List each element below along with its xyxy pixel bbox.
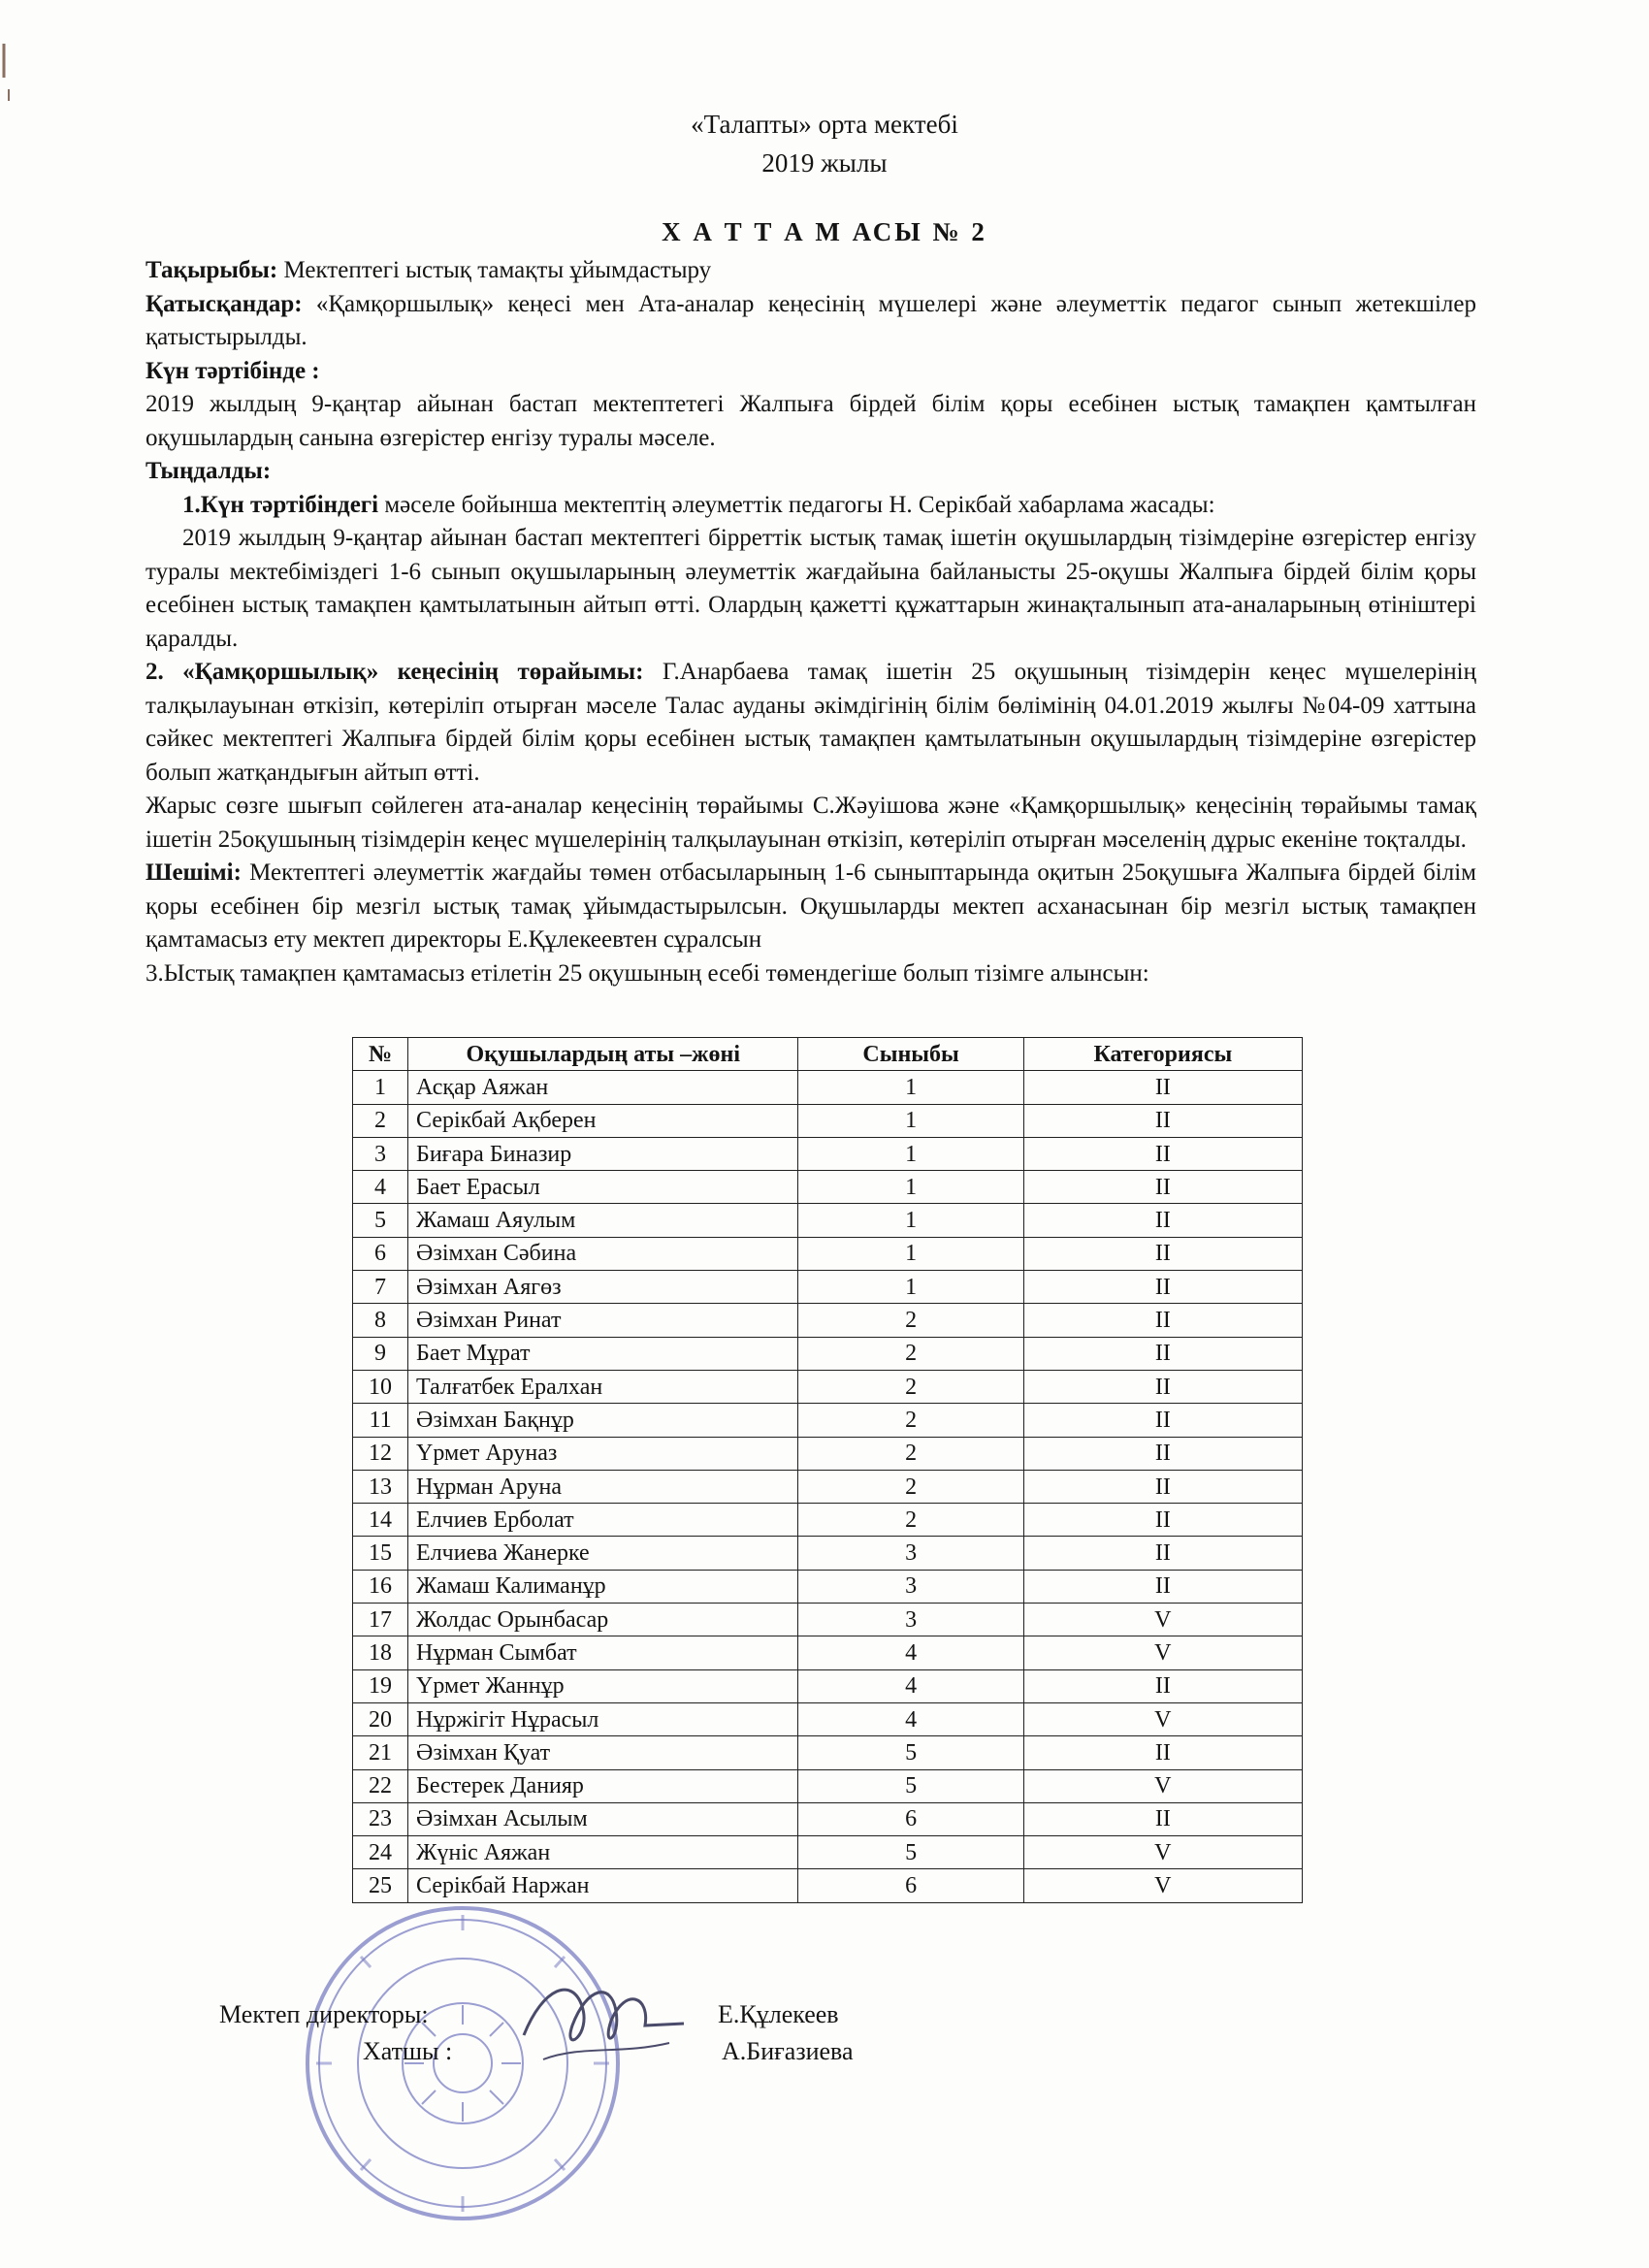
row-number: 2: [353, 1104, 408, 1137]
student-grade: 1: [798, 1071, 1023, 1104]
row-number: 20: [353, 1702, 408, 1735]
item1-label: 1.Күн тәртібіндегі: [182, 491, 379, 518]
student-name: Жолдас Орынбасар: [408, 1604, 798, 1636]
student-name: Серікбай Ақберен: [408, 1104, 798, 1137]
table-row: [353, 1669, 1303, 1702]
director-name: Е.Құлекеев: [718, 2000, 839, 2028]
row-number: 9: [353, 1337, 408, 1370]
debate-paragraph: Жарыс сөзге шығып сөйлеген ата-аналар кеңесінің төрайымы С.Жәуішова және «Қамқоршылық» кеңесінің төрайымы тамақ ішетін 25оқушының тізімдерін кеңес мүшелерінің талқылауынан өткізіп, көтеріліп отырған мәселенің дұрыс екеніне тоқталды.: [146, 793, 1476, 853]
topic-text: Мектептегі ыстық тамақты ұйымдастыру: [277, 257, 712, 283]
item1-line: [146, 489, 1476, 523]
item2-text: Г.Анарбаева тамақ ішетін 25 оқушының тізімдерін кеңес мүшелерінің талқылауынан өткізіп, көтеріліп отырған мәселе Талас ауданы әкімдігінің білім бөлімінің 04.01.2019 жылғы №04-09 хаттына сәйкес мектептегі Жалпыға бірдей білім қоры есебінен ыстық тамақпен қамтылатынын оқушылардың тізімдеріне өзгерістер болып жатқандығын айтып өтті.: [146, 659, 1477, 786]
student-category: II: [1023, 1304, 1302, 1337]
row-number: 15: [353, 1537, 408, 1570]
column-header-grade: Сыныбы: [798, 1038, 1023, 1071]
item1-paragraph: 2019 жылдың 9-қаңтар айынан бастап мектептегі бірреттік ыстық тамақ ішетін оқушылардың тізімдеріне өзгерістер енгізу туралы мектебіміздегі 1-6 сынып оқушыларының әлеуметтік жағдайына байланысты 25-оқушы Жалпыға бірдей білім қоры есебінен ыстық тамақпен қамтылатынын айтып өтті. Олардың қажетті құжаттарын жинақталынып ата-аналарының өтініштері қаралды.: [146, 525, 1476, 652]
student-grade: 1: [798, 1271, 1023, 1304]
student-name: Жамаш Калиманұр: [408, 1570, 798, 1603]
column-header-name: Оқушылардың аты –жөні: [408, 1038, 798, 1071]
student-name: Асқар Аяжан: [408, 1071, 798, 1104]
decision-label: Шешімі:: [146, 859, 242, 886]
table-row: [353, 1702, 1303, 1735]
student-category: II: [1023, 1736, 1302, 1769]
row-number: 17: [353, 1604, 408, 1636]
student-grade: 5: [798, 1836, 1023, 1869]
student-grade: 4: [798, 1636, 1023, 1669]
student-category: V: [1023, 1836, 1302, 1869]
students-table: [352, 1037, 1303, 1903]
student-category: II: [1023, 1669, 1302, 1702]
student-grade: 4: [798, 1702, 1023, 1735]
secretary-role: Хатшы :: [363, 2037, 453, 2065]
row-number: 12: [353, 1437, 408, 1470]
student-name: Әзімхан Сәбина: [408, 1237, 798, 1270]
participants-label: Қатысқандар:: [146, 290, 303, 317]
row-number: 22: [353, 1769, 408, 1802]
row-number: 7: [353, 1271, 408, 1304]
table-row: [353, 1404, 1303, 1437]
student-category: II: [1023, 1504, 1302, 1537]
table-row: [353, 1736, 1303, 1769]
participants-text: «Қамқоршылық» кеңесі мен Ата-аналар кеңесінің мүшелері және әлеуметтік педагог сынып жетекшілер қатыстырылды.: [146, 290, 1476, 350]
table-row: [353, 1204, 1303, 1237]
row-number: 19: [353, 1669, 408, 1702]
row-number: 1: [353, 1071, 408, 1104]
student-name: Нұржігіт Нұрасыл: [408, 1702, 798, 1735]
topic-label: Тақырыбы:: [146, 257, 278, 283]
row-number: 5: [353, 1204, 408, 1237]
student-grade: 2: [798, 1337, 1023, 1370]
row-number: 21: [353, 1736, 408, 1769]
student-category: II: [1023, 1071, 1302, 1104]
student-name: Жүніс Аяжан: [408, 1836, 798, 1869]
table-row: [353, 1769, 1303, 1802]
table-row: [353, 1104, 1303, 1137]
school-name: «Талапты» орта мектебі: [691, 110, 958, 139]
student-name: Серікбай Наржан: [408, 1869, 798, 1902]
student-grade: 6: [798, 1869, 1023, 1902]
agenda-label: Күн тәртібінде :: [146, 357, 320, 384]
row-number: 23: [353, 1802, 408, 1835]
table-row: [353, 1370, 1303, 1403]
row-number: 25: [353, 1869, 408, 1902]
student-category: II: [1023, 1437, 1302, 1470]
student-grade: 1: [798, 1104, 1023, 1137]
student-name: Әзімхан Ринат: [408, 1304, 798, 1337]
row-number: 14: [353, 1504, 408, 1537]
student-grade: 3: [798, 1570, 1023, 1603]
student-category: V: [1023, 1869, 1302, 1902]
row-number: 8: [353, 1304, 408, 1337]
row-number: 10: [353, 1370, 408, 1403]
student-name: Елчиев Ерболат: [408, 1504, 798, 1537]
signature-scribble: [504, 1967, 698, 2084]
student-grade: 5: [798, 1769, 1023, 1802]
student-category: II: [1023, 1337, 1302, 1370]
participants-line: [146, 288, 1476, 355]
student-category: V: [1023, 1604, 1302, 1636]
document-title: Х А Т Т А М АСЫ № 2: [662, 217, 987, 246]
student-grade: 1: [798, 1237, 1023, 1270]
student-category: II: [1023, 1370, 1302, 1403]
student-category: V: [1023, 1769, 1302, 1802]
student-category: II: [1023, 1404, 1302, 1437]
student-grade: 4: [798, 1669, 1023, 1702]
student-grade: 1: [798, 1204, 1023, 1237]
student-name: Нұрман Сымбат: [408, 1636, 798, 1669]
student-name: Бает Ерасыл: [408, 1171, 798, 1204]
student-name: Бает Мұрат: [408, 1337, 798, 1370]
table-row: [353, 1337, 1303, 1370]
table-row: [353, 1171, 1303, 1204]
decision-text: Мектептегі әлеуметтік жағдайы төмен отбасыларының 1-6 сыныптарында оқитын 25оқушыға Жалпыға бірдей білім қоры есебінен бір мезгіл ыстық тамақ ұйымдастырылсын. Оқушыларды мектеп асханасынан бір мезгіл ыстық тамақпен қамтамасыз ету мектеп директоры Е.Құлекеевтен сұралсын: [146, 859, 1476, 953]
student-category: II: [1023, 1537, 1302, 1570]
table-row: [353, 1304, 1303, 1337]
table-row: [353, 1137, 1303, 1170]
document-header: [0, 105, 1649, 182]
director-role: Мектеп директоры:: [219, 2000, 429, 2028]
student-grade: 3: [798, 1537, 1023, 1570]
document-body: [146, 254, 1476, 990]
student-category: II: [1023, 1137, 1302, 1170]
student-grade: 1: [798, 1137, 1023, 1170]
row-number: 18: [353, 1636, 408, 1669]
student-name: Әзімхан Қуат: [408, 1736, 798, 1769]
item1-text: мәселе бойынша мектептің әлеуметтік педагогы Н. Серікбай хабарлама жасады:: [378, 491, 1215, 518]
row-number: 24: [353, 1836, 408, 1869]
student-grade: 3: [798, 1604, 1023, 1636]
decision-item3: 3.Ыстық тамақпен қамтамасыз етілетін 25 оқушының есебі төмендегіше болып тізімге алынсын:: [146, 959, 1149, 987]
student-category: II: [1023, 1570, 1302, 1603]
row-number: 11: [353, 1404, 408, 1437]
student-grade: 2: [798, 1470, 1023, 1503]
table-row: [353, 1636, 1303, 1669]
student-name: Бестерек Данияр: [408, 1769, 798, 1802]
scan-edge-mark: [0, 0, 14, 107]
table-row: [353, 1504, 1303, 1537]
table-row: [353, 1869, 1303, 1902]
column-header-category: Категориясы: [1023, 1038, 1302, 1071]
column-header-number: №: [353, 1038, 408, 1071]
agenda-text: 2019 жылдың 9-қаңтар айынан бастап мектептетегі Жалпыға бірдей білім қоры есебінен ыстық тамақпен қамтылған оқушылардың санына өзгерістер енгізу туралы мәселе.: [146, 391, 1476, 451]
student-grade: 2: [798, 1304, 1023, 1337]
table-row: [353, 1437, 1303, 1470]
table-row: [353, 1071, 1303, 1104]
student-category: II: [1023, 1237, 1302, 1270]
document-year: 2019 жылы: [761, 148, 888, 178]
student-category: II: [1023, 1470, 1302, 1503]
student-name: Нұрман Аруна: [408, 1470, 798, 1503]
student-name: Үрмет Жаннұр: [408, 1669, 798, 1702]
row-number: 4: [353, 1171, 408, 1204]
item2-line: [146, 656, 1476, 790]
student-category: II: [1023, 1104, 1302, 1137]
student-name: Әзімхан Аягөз: [408, 1271, 798, 1304]
student-grade: 2: [798, 1370, 1023, 1403]
student-category: II: [1023, 1204, 1302, 1237]
student-grade: 6: [798, 1802, 1023, 1835]
student-name: Әзімхан Бақнұр: [408, 1404, 798, 1437]
student-category: II: [1023, 1171, 1302, 1204]
table-row: [353, 1237, 1303, 1270]
table-row: [353, 1802, 1303, 1835]
row-number: 3: [353, 1137, 408, 1170]
row-number: 16: [353, 1570, 408, 1603]
decision-line: [146, 857, 1476, 957]
topic-line: [146, 254, 1476, 288]
student-category: V: [1023, 1702, 1302, 1735]
student-name: Үрмет Аруназ: [408, 1437, 798, 1470]
student-name: Талғатбек Ералхан: [408, 1370, 798, 1403]
secretary-name: А.Биғазиева: [722, 2037, 854, 2065]
table-row: [353, 1271, 1303, 1304]
row-number: 6: [353, 1237, 408, 1270]
table-header-row: [353, 1038, 1303, 1071]
table-row: [353, 1470, 1303, 1503]
student-name: Жамаш Аяулым: [408, 1204, 798, 1237]
item2-label: 2. «Қамқоршылық» кеңесінің төрайымы:: [146, 659, 644, 685]
heard-label: Тыңдалды:: [146, 458, 272, 484]
student-grade: 2: [798, 1404, 1023, 1437]
student-category: II: [1023, 1802, 1302, 1835]
student-grade: 5: [798, 1736, 1023, 1769]
student-category: II: [1023, 1271, 1302, 1304]
table-row: [353, 1537, 1303, 1570]
student-name: Елчиева Жанерке: [408, 1537, 798, 1570]
table-row: [353, 1570, 1303, 1603]
table-row: [353, 1836, 1303, 1869]
student-grade: 2: [798, 1437, 1023, 1470]
student-grade: 1: [798, 1171, 1023, 1204]
student-name: Әзімхан Асылым: [408, 1802, 798, 1835]
table-body: [353, 1071, 1303, 1902]
row-number: 13: [353, 1470, 408, 1503]
table-row: [353, 1604, 1303, 1636]
student-category: V: [1023, 1636, 1302, 1669]
student-name: Биғара Биназир: [408, 1137, 798, 1170]
student-grade: 2: [798, 1504, 1023, 1537]
